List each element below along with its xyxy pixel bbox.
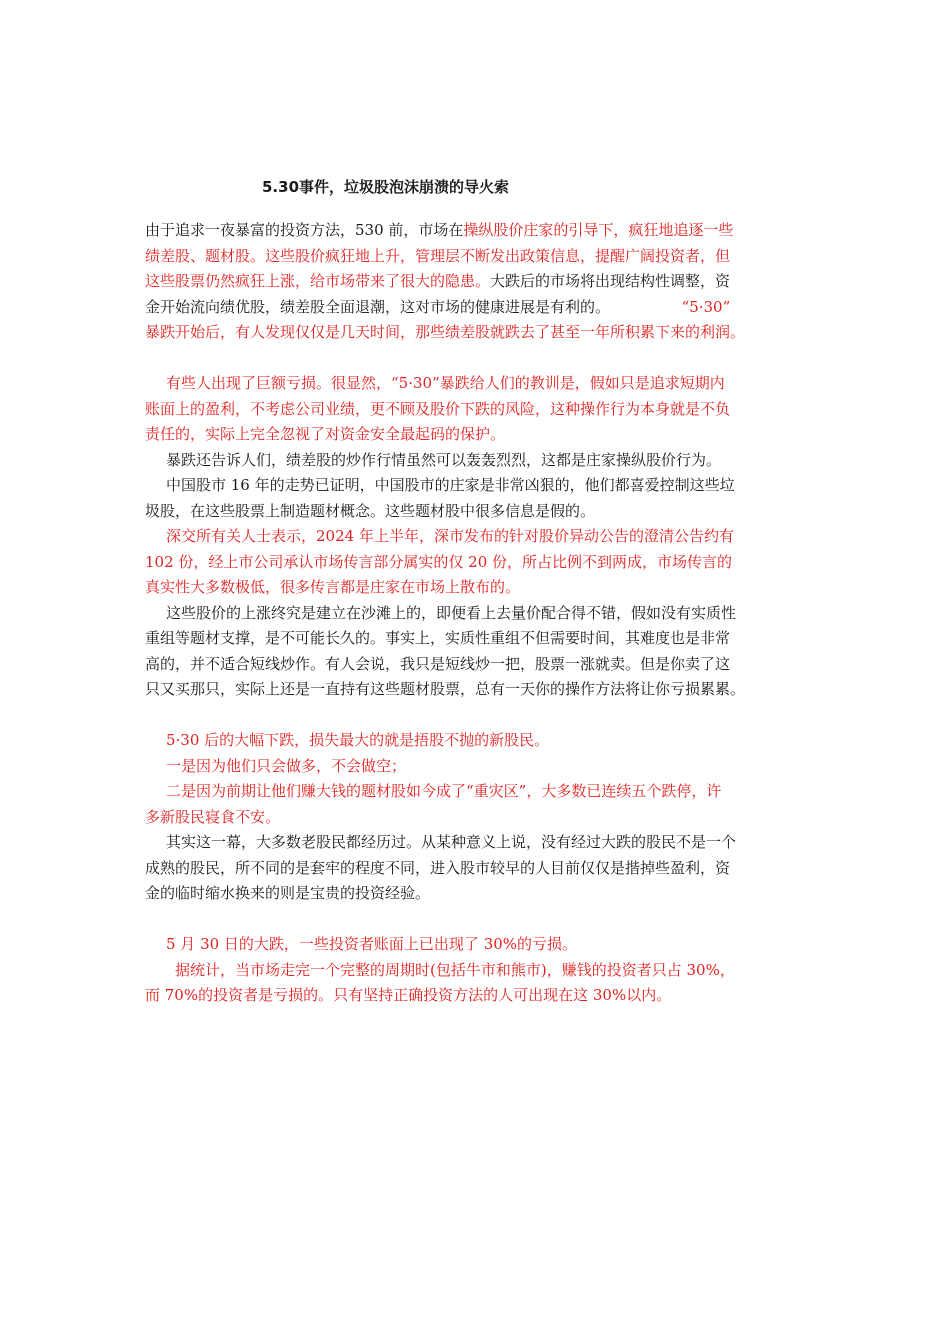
text-line xyxy=(145,524,815,550)
highlighted-text: 102 份，经上市公司承认市场传言部分属实的仅 20 份，所占比例不到两成，市场传言的 xyxy=(145,552,733,571)
highlighted-text: 账面上的盈利，不考虑公司业绩，更不顾及股价下跌的风险，这种操作行为本身就是不负 xyxy=(145,399,731,418)
text-line xyxy=(145,397,815,423)
text-line xyxy=(145,830,815,856)
document-body xyxy=(145,218,815,1009)
highlighted-text: 而 70%的投资者是亏损的。只有坚持正确投资方法的人可出现在这 30%以内。 xyxy=(145,986,672,1004)
blank-line xyxy=(145,346,815,372)
text-line xyxy=(145,601,815,627)
highlighted-text: 责任的，实际上完全忽视了对资金安全最起码的保护。 xyxy=(145,425,506,443)
text-line xyxy=(145,881,815,907)
body-text: 金开始流向绩优股，绩差股全面退潮，这对市场的健康进展是有利的。 xyxy=(145,297,611,316)
text-line xyxy=(145,652,815,678)
text-line xyxy=(145,728,815,754)
body-text: 其实这一幕，大多数老股民都经历过。从某种意义上说，没有经过大跌的股民不是一个 xyxy=(166,833,737,851)
highlighted-text: 这些股票仍然疯狂上涨，给市场带来了很大的隐患。 xyxy=(145,272,491,290)
text-line xyxy=(145,779,815,805)
body-text: 这些股价的上涨终究是建立在沙滩上的，即便看上去量价配合得不错，假如没有实质性 xyxy=(166,603,737,622)
text-line xyxy=(145,575,815,601)
body-text: 高的，并不适合短线炒作。有人会说，我只是短线炒一把，股票一涨就卖。但是你卖了这 xyxy=(145,654,731,673)
highlighted-text: 5·30 后的大幅下跌，损失最大的就是捂股不抛的新股民。 xyxy=(166,731,550,749)
body-text: 由于追求一夜暴富的投资方法，530 前，市场在 xyxy=(145,221,464,239)
text-line xyxy=(145,422,815,448)
text-line xyxy=(145,805,815,831)
text-line xyxy=(145,932,815,958)
blank-line xyxy=(145,703,815,729)
body-text: 只又买那只，实际上还是一直持有这些题材股票，总有一天你的操作方法将让你亏损累累。 xyxy=(145,680,746,698)
text-line xyxy=(145,958,815,984)
highlighted-text: 深交所有关人士表示，2024 年上半年，深市发布的针对股价异动公告的澄清公告约有 xyxy=(166,527,734,545)
text-line xyxy=(145,244,815,270)
highlighted-text: 绩差股、题材股。这些股价疯狂地上升，管理层不断发出政策信息，提醒广阔投资者，但 xyxy=(145,246,731,265)
text-line xyxy=(145,677,815,703)
body-text: 暴跌还告诉人们，绩差股的炒作行情虽然可以轰轰烈烈，这都是庄家操纵股价行为。 xyxy=(166,450,722,469)
text-line xyxy=(145,856,815,882)
text-line xyxy=(145,320,815,346)
body-text: 重组等题材支撑，是不可能长久的。事实上，实质性重组不但需要时间，其难度也是非常 xyxy=(145,629,731,647)
highlighted-text: 据统计，当市场走完一个完整的周期时(包括牛市和熊市)，赚钱的投资者只占 30%， xyxy=(175,960,735,979)
highlighted-text: 一是因为他们只会做多，不会做空； xyxy=(166,756,407,775)
blank-line xyxy=(145,907,815,933)
highlighted-text: 操纵股价庄家的引导下，疯狂地追逐一些 xyxy=(463,221,734,239)
highlighted-text: 有些人出现了巨额亏损。很显然，“5·30”暴跌给人们的教训是，假如只是追求短期内 xyxy=(166,374,725,392)
text-line xyxy=(145,473,815,499)
text-line xyxy=(145,550,815,576)
text-line xyxy=(145,499,815,525)
text-line xyxy=(145,448,815,474)
text-line xyxy=(145,754,815,780)
body-text: 成熟的股民，所不同的是套牢的程度不同，进入股市较早的人目前仅仅是揩掉些盈利，资 xyxy=(145,858,731,877)
highlighted-text: “5·30” xyxy=(610,297,731,316)
body-text: 大跌后的市场将出现结构性调整，资 xyxy=(490,272,731,290)
highlighted-text: 暴跌开始后，有人发现仅仅是几天时间，那些绩差股就跌去了甚至一年所积累下来的利润。 xyxy=(145,323,746,341)
body-text: 金的临时缩水换来的则是宝贵的投资经验。 xyxy=(145,884,431,902)
highlighted-text: 5 月 30 日的大跌，一些投资者账面上已出现了 30%的亏损。 xyxy=(166,935,578,953)
text-line xyxy=(145,983,815,1009)
highlighted-text: 多新股民寝食不安。 xyxy=(145,807,281,826)
text-line xyxy=(145,295,815,321)
text-line xyxy=(145,218,815,244)
body-text: 圾股，在这些股票上制造题材概念。这些题材股中很多信息是假的。 xyxy=(145,501,596,520)
highlighted-text: 二是因为前期让他们赚大钱的题材股如今成了“重灾区”，大多数已连续五个跌停，许 xyxy=(166,782,722,800)
text-line xyxy=(145,269,815,295)
document-title: 5.30事件，垃圾股泡沫崩溃的导火索 xyxy=(262,178,510,196)
text-line xyxy=(145,371,815,397)
body-text: 中国股市 16 年的走势已证明，中国股市的庄家是非常凶狠的，他们都喜爱控制这些垃 xyxy=(166,476,735,494)
text-line xyxy=(145,626,815,652)
highlighted-text: 真实性大多数极低，很多传言都是庄家在市场上散布的。 xyxy=(145,578,521,596)
